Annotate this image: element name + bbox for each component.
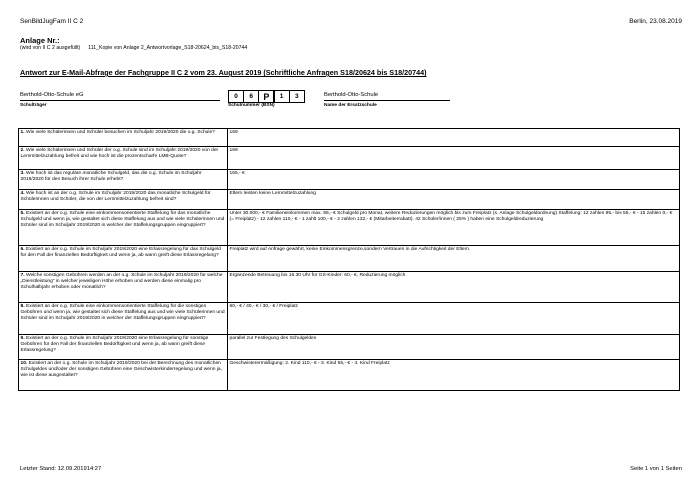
table-row bbox=[19, 272, 680, 303]
footer-last-updated: Letzter Stand: 12.09.201914:27 bbox=[20, 466, 102, 472]
footer-page-number: Seite 1 von 1 Seiten bbox=[630, 466, 682, 472]
table-row bbox=[19, 129, 680, 147]
header-date: Berlin, 23.08.2019 bbox=[629, 18, 682, 25]
answer-cell: 169 bbox=[228, 129, 680, 147]
answer-cell: Ergänzende Betreuung bis 16.30 Uhr für GS-Kinder: 60,- €, Reduzierung möglich bbox=[228, 272, 680, 303]
table-row bbox=[19, 147, 680, 170]
question-cell: 7. Welche sonstigen Gebühren werden an der o.g. Schule im Schuljahr 2019/2020 für welche „Dienstleistung“ in welcher jeweiligen Höhe erhoben und werden diese einmalig pro Schulhalbjahr erhoben oder monatlich? bbox=[19, 272, 228, 303]
question-cell: 2. Wie viele Schülerinnen und Schüler der o.g. Schule sind im Schuljahr 2019/2020 von der Lernmittelzuzahlung befreit und wie hoch ist die prozentscharfe LMB-Quote? bbox=[19, 147, 228, 170]
table-row bbox=[19, 210, 680, 246]
bsn-digit: 3 bbox=[289, 90, 305, 103]
question-cell: 4. Wie hoch ist an der o.g. Schule im Schuljahr 2019/2020 das monatliche Schulgeld für Schülerinnen und Schüler, die von der Lernmittelzuzahlung befreit sind? bbox=[19, 190, 228, 210]
bsn-label: Schulnummer (BSN) bbox=[228, 103, 275, 108]
question-cell: 10. Existiert an der o.g. Schule im Schuljahr 2019/2020 bei der Berechnung des monatlichen Schulgeldes und/oder der sonstigen Gebühren eine Geschwisterkinderregelung und wenn ja, wie ist diese ausgestaltet? bbox=[19, 360, 228, 391]
table-row bbox=[19, 246, 680, 272]
bsn-digit: 0 bbox=[228, 90, 244, 103]
answer-cell: 169 bbox=[228, 147, 680, 170]
schultraeger-value: Berthold-Otto-Schule eG bbox=[20, 92, 84, 98]
ersatzschule-label: Name der Ersatzschule bbox=[324, 103, 377, 108]
document-title: Antwort zur E-Mail-Abfrage der Fachgruppe II C 2 vom 23. August 2019 (Schriftliche Anfragen S18/20624 bis S18/20744) bbox=[20, 68, 427, 77]
anlage-subline bbox=[20, 45, 247, 51]
questions-table bbox=[18, 128, 680, 391]
answer-cell: Eltern leisten keine Lernmittelzuzahlung bbox=[228, 190, 680, 210]
question-cell: 3. Wie hoch ist das reguläre monatliche Schulgeld, das die o.g. Schule im Schuljahr 2019/2020 für den Besuch ihrer Schule erhebt? bbox=[19, 170, 228, 190]
question-cell: 1. Wie viele Schülerinnen und Schüler besuchen im Schuljahr 2019/2020 die o.g. Schule? bbox=[19, 129, 228, 147]
bsn-digit: 1 bbox=[274, 90, 290, 103]
bsn-boxes bbox=[228, 90, 304, 103]
anlage-title: Anlage Nr.: bbox=[20, 36, 60, 45]
table-row bbox=[19, 335, 680, 360]
answer-cell: parallel zur Festlegung des Schulgeldes bbox=[228, 335, 680, 360]
anlage-note: (wird von II C 2 ausgefüllt) bbox=[20, 45, 81, 51]
header-department: SenBildJugFam II C 2 bbox=[20, 18, 84, 25]
school-info bbox=[20, 90, 680, 114]
answer-cell: 60,- € / 40,- € / 30,- € / Freiplatz bbox=[228, 303, 680, 335]
table-row bbox=[19, 190, 680, 210]
answer-cell: Unter 30.000,- € Familieneinkommen max. 95,- € Schulgeld pro Monat, weitere Reduzierungen möglich bis zum Freiplatz (s. Anlage Schulgeldordnung) Staffelung: 12 zahlen 95,- bis 55,- € - 15 zahlen 0,- € (= Freiplatz) - 12 zahlen 110,- € - 1 zahlt 100,- € - 2 zahlen 132,- € (Mitarbeiterrabatt). 42 Schüler/innen ( 25% ) haben eine Schulgeldreduzierung bbox=[228, 210, 680, 246]
bsn-digit: 6 bbox=[243, 90, 259, 103]
bsn-digit: P bbox=[258, 90, 274, 103]
question-cell: 5. Existiert an der o.g. Schule eine einkommensorientierte Staffelung für das monatliche Schulgeld und wenn ja, wie gestaltet sich diese Staffelung aus und wie viele Schülerinnen und Schüler sind im Schuljahr 2019/2020 in welcher der Staffelungsgruppen eingruppiert? bbox=[19, 210, 228, 246]
schultraeger-label: Schulträger bbox=[20, 103, 47, 108]
table-row bbox=[19, 170, 680, 190]
question-cell: 9. Existiert an der o.g. Schule im Schuljahr 2019/2020 eine Erlassregelung für sonstige Gebühren für den Fall der finanziellen Bedürftigkeit und wenn ja, ab wann greift diese Erlassregelung? bbox=[19, 335, 228, 360]
question-cell: 8. Existiert an der o.g. Schule eine einkommensorientierte Staffelung für die sonstigen Gebühren und wenn ja, wie gestaltet sich diese Staffelung aus und wie viele Schülerinnen und Schüler sind im Schuljahr 2019/2020 in welcher der Staffelungsgruppen eingruppiert? bbox=[19, 303, 228, 335]
answer-cell: Freiplatz wird auf Anfrage gewährt, keine Einkommensgrenze,sondern Vertrauen in die Aufrichtigkeit der Eltern. bbox=[228, 246, 680, 272]
schultraeger-underline bbox=[20, 100, 220, 101]
answer-cell: 165,- € bbox=[228, 170, 680, 190]
ersatzschule-value: Berthold-Otto-Schule bbox=[324, 92, 379, 98]
table-row bbox=[19, 303, 680, 335]
question-cell: 6. Existiert an der o.g. Schule im Schuljahr 2019/2020 eine Erlassregelung für das Schulgeld für den Fall der finanziellen Bedürftigkeit und wenn ja, ab wann greift diese Erlassregelung? bbox=[19, 246, 228, 272]
table-row bbox=[19, 360, 680, 391]
answer-cell: Geschwisterermäßigung: 2. Kind 110,- € - 3. Kind 55,- € - 4. Kind Freiplatz bbox=[228, 360, 680, 391]
anlage-file: 111_Kopie von Anlage 2_Antwortvorlage_S18-20624_bis_S18-20744 bbox=[88, 45, 248, 51]
ersatzschule-underline bbox=[324, 100, 450, 101]
